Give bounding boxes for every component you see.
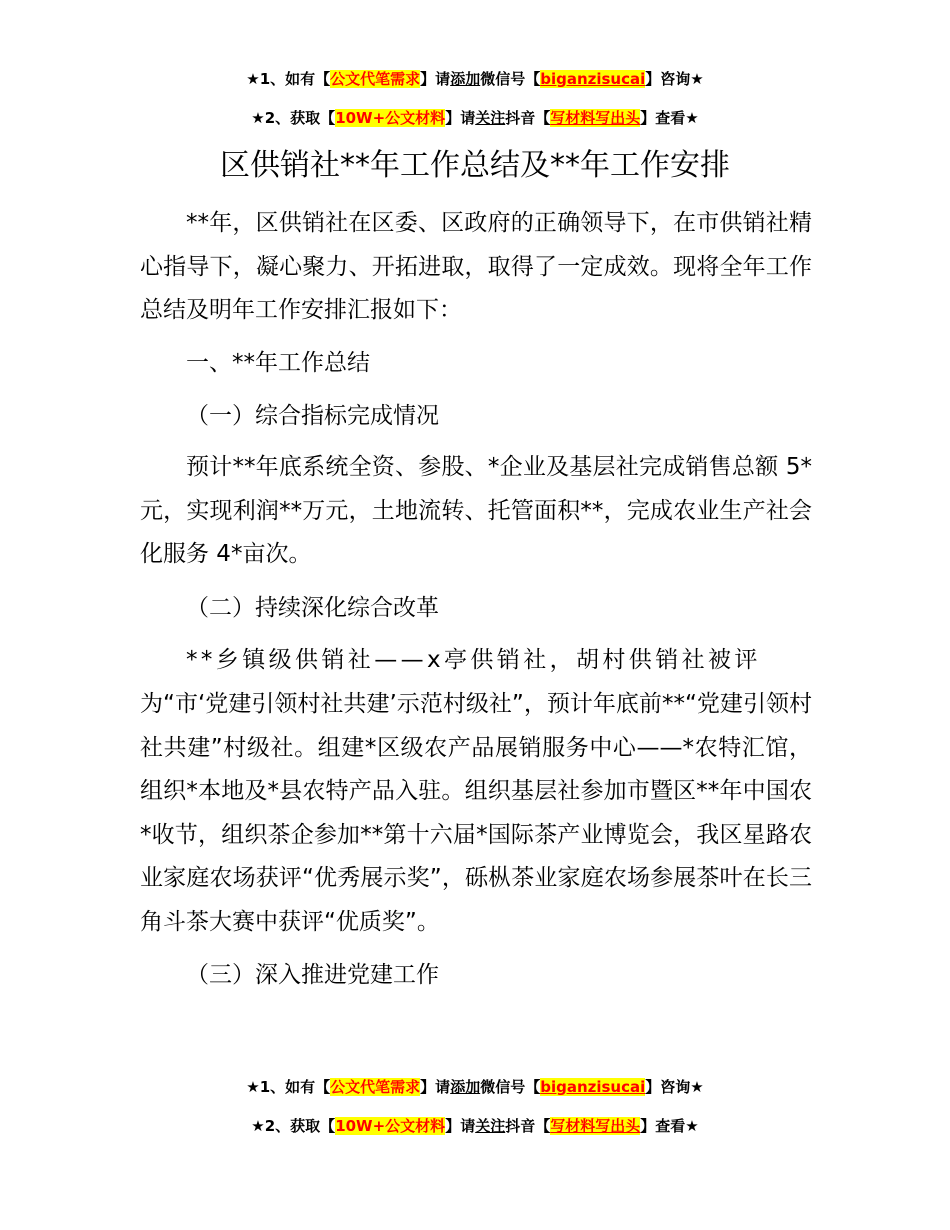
- promo-text: 抖音【: [505, 1117, 551, 1135]
- promo-text: ★2、获取【: [251, 109, 336, 127]
- promo-text: 】咨询★: [645, 1078, 704, 1096]
- promo-text: 微信号【: [480, 70, 541, 88]
- promo-text: 抖音【: [505, 109, 551, 127]
- promo-line-bottom-2: [0, 1115, 950, 1137]
- section-heading-1: 一、**年工作总结: [186, 350, 370, 376]
- subsection-heading-1: （一）综合指标完成情况: [186, 403, 439, 429]
- promo-text: 微信号【: [480, 1078, 541, 1096]
- promo-text: ★1、如有【: [246, 1078, 331, 1096]
- promo-underlined: 关注: [475, 109, 506, 127]
- promo-underlined: 关注: [475, 1117, 506, 1135]
- promo-text: 】请: [420, 70, 451, 88]
- promo-highlight: 10W+公文材料: [335, 1117, 446, 1135]
- promo-text: 】查看★: [640, 1117, 699, 1135]
- subsection-2-first-line: **乡镇级供销社——x亭供销社，胡村供销社被评: [186, 647, 761, 673]
- promo-text: 】查看★: [640, 109, 699, 127]
- promo-highlight: 10W+公文材料: [335, 109, 446, 127]
- intro-paragraph: **年，区供销社在区委、区政府的正确领导下，在市供销社精心指导下，凝心聚力、开拓进取，取得了一定成效。现将全年工作总结及明年工作安排汇报如下：: [140, 210, 812, 324]
- wechat-id-link[interactable]: biganzisucai: [540, 1078, 646, 1096]
- douyin-account-link[interactable]: 写材料写出头: [550, 109, 641, 127]
- wechat-id-link[interactable]: biganzisucai: [540, 70, 646, 88]
- promo-text: 】咨询★: [645, 70, 704, 88]
- promo-underlined: 添加: [450, 1078, 481, 1096]
- subsection-2-paragraph: 为“市‘党建引领村社共建’示范村级社”，预计年底前**“党建引领村社共建”村级社。组建*区级农产品展销服务中心——*农特汇馆，组织*本地及*县农特产品入驻。组织基层社参加市暨区**年中国农*收节，组织茶企参加**第十六届*国际茶产业博览会，我区星路农业家庭农场获评“优秀展示奖”，砾枞茶业家庭农场参展茶叶在长三角斗茶大赛中获评“优质奖”。: [140, 691, 812, 935]
- document-title: 区供销社**年工作总结及**年工作安排: [220, 148, 730, 183]
- promo-highlight: 公文代笔需求: [330, 70, 421, 88]
- subsection-1-paragraph: 预计**年底系统全资、参股、*企业及基层社完成销售总额 5*元，实现利润**万元，土地流转、托管面积**，完成农业生产社会化服务 4*亩次。: [140, 454, 812, 568]
- subsection-heading-3: （三）深入推进党建工作: [186, 962, 439, 988]
- promo-highlight: 公文代笔需求: [330, 1078, 421, 1096]
- subsection-heading-2: （二）持续深化综合改革: [186, 595, 439, 621]
- promo-line-bottom-1: [0, 1076, 950, 1098]
- promo-text: 】请: [445, 1117, 476, 1135]
- promo-text: 】请: [420, 1078, 451, 1096]
- douyin-account-link[interactable]: 写材料写出头: [550, 1117, 641, 1135]
- promo-text: ★2、获取【: [251, 1117, 336, 1135]
- promo-text: 】请: [445, 109, 476, 127]
- promo-underlined: 添加: [450, 70, 481, 88]
- promo-text: ★1、如有【: [246, 70, 331, 88]
- promo-line-top-2: [0, 107, 950, 129]
- promo-line-top-1: [0, 68, 950, 90]
